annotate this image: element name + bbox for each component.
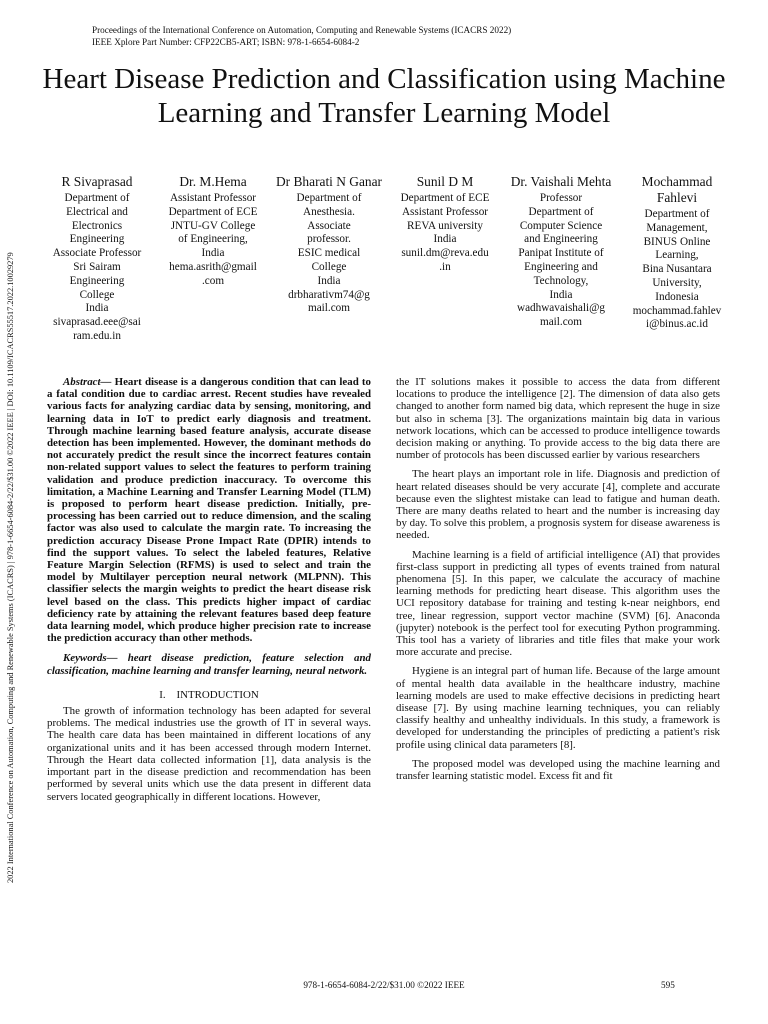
author-name: Dr. Vaishali Mehta bbox=[510, 174, 612, 189]
author-affil: ESIC medical bbox=[297, 247, 361, 260]
author-affil: Department of bbox=[644, 208, 710, 220]
author-affil: Technology, bbox=[533, 274, 589, 287]
author-affil: Associate bbox=[307, 219, 351, 232]
author-6 bbox=[622, 174, 732, 344]
paper-title: Heart Disease Prediction and Classification using Machine Learning and Transfer Learning Model bbox=[42, 63, 726, 129]
author-affil: Professor bbox=[539, 192, 583, 204]
author-email: i@binus.ac.id bbox=[646, 318, 708, 331]
right-column bbox=[396, 376, 720, 789]
author-2 bbox=[158, 174, 268, 344]
author-email: ram.edu.in bbox=[73, 329, 121, 342]
author-affil: Management, bbox=[646, 221, 708, 234]
author-affil: India bbox=[433, 233, 457, 246]
body-paragraph: The growth of information technology has been adapted for several problems. The medical industries use the growth of IT in several ways. The health care data has been maintained in different locations of any organizational units and it has been accessed through modern Internet. Through the Heart data collected information [1], data analysis is the important part in the disease prediction and recommendation has been performed by several units which use the data present in different data servers located geographically in different locations. However, bbox=[47, 705, 371, 803]
keywords-text: heart disease prediction, feature selection and classification, machine learning and transfer learning, neural network. bbox=[47, 652, 371, 677]
footer-copyright: 978-1-6654-6084-2/22/$31.00 ©2022 IEEE bbox=[303, 980, 465, 990]
section-number: I. bbox=[159, 688, 166, 701]
author-affil: Panipat Institute of bbox=[518, 247, 604, 260]
author-1 bbox=[42, 174, 152, 344]
author-affil: Learning, bbox=[655, 249, 699, 262]
author-affil: India bbox=[549, 288, 573, 301]
author-name: Dr Bharati N Ganar bbox=[276, 174, 382, 189]
author-affil: Assistant Professor bbox=[401, 205, 489, 218]
author-affil: India bbox=[201, 247, 225, 260]
author-affil: Engineering bbox=[69, 274, 125, 287]
author-email: drbharativm74@g bbox=[288, 288, 370, 301]
author-email: .com bbox=[201, 274, 225, 287]
author-email: hema.asrith@gmail bbox=[169, 260, 257, 273]
author-affil: Department of ECE bbox=[400, 192, 490, 204]
section-title-rest: NTRODUCTION bbox=[180, 688, 259, 701]
author-affil: Engineering and bbox=[524, 260, 598, 273]
author-affil: Computer Science bbox=[519, 219, 603, 232]
author-affil: and Engineering bbox=[524, 233, 598, 246]
author-affil: Department of bbox=[296, 192, 362, 204]
author-affil: University, bbox=[652, 276, 702, 289]
author-affil: Bina Nusantara bbox=[642, 263, 712, 276]
author-affil: Indonesia bbox=[655, 290, 699, 303]
author-email: sivaprasad.eee@sai bbox=[53, 316, 141, 329]
author-affil: Associate Professor bbox=[52, 247, 142, 260]
author-4 bbox=[390, 174, 500, 344]
author-email: .in bbox=[439, 260, 451, 273]
author-affil: Electrical and bbox=[66, 205, 128, 218]
author-email: sunil.dm@reva.edu bbox=[401, 247, 489, 260]
author-email: mochammad.fahlev bbox=[632, 304, 722, 317]
author-affil: College bbox=[311, 260, 347, 273]
body-paragraph: The proposed model was developed using the machine learning and transfer learning statistic model. Excess fit and fit bbox=[396, 757, 720, 783]
body-paragraph: Hygiene is an integral part of human life. Because of the large amount of mental health data available in the healthcare industry, machine learning models are used to make effective decisions in predicting heart disease [7]. By using machine learning techniques, you can reliably classify healthy and unhealthy individuals. In this study, a framework is developed for understanding the principles of predicting a patient's risk profile using clinical data parameters [8]. bbox=[396, 665, 720, 751]
abstract-label: Abstract— bbox=[63, 376, 112, 388]
author-affil: Assistant Professor bbox=[169, 192, 257, 204]
author-affil: JNTU-GV College bbox=[170, 219, 256, 232]
author-email: wadhwavaishali@g bbox=[517, 302, 605, 315]
author-name: Dr. M.Hema bbox=[179, 174, 247, 189]
section-heading-introduction bbox=[47, 689, 371, 701]
abstract bbox=[47, 376, 371, 644]
side-doi-strip: 2022 International Conference on Automation, Computing and Renewable Systems (ICACRS) | 978-1-6654-6084-2/22/$31.00 ©2022 IEEE | DOI: 10.1109/ICACRS55517.2022.10029279 bbox=[6, 252, 15, 883]
body-paragraph: Machine learning is a field of artificial intelligence (AI) that provides first-class support in predicting all types of events trained from natural phenomena [5]. In this paper, we calculate the accuracy of machine learning methods for predicting heart disease. This algorithm uses the UCI repository database for training and testing k-near neighbors, end tree, linear regression, support vector machine (SVM) [6]. Anaconda (jupyter) notebook is the perfect tool for executing Python programming. This tool has a variety of libraries and title files that make your work more accurate and precise. bbox=[396, 548, 720, 659]
author-3 bbox=[274, 174, 384, 344]
body-paragraph: The heart plays an important role in life. Diagnosis and prediction of heart related diseases should be very accurate [4], complete and accurate because even the slightest mistake can lead to fatigue and human death. There are many deaths related to heart and the number is increasing day by day. To solve this problem, a prognosis system for disease awareness is needed. bbox=[396, 468, 720, 542]
author-affil: College bbox=[79, 288, 115, 301]
header-line-2: IEEE Xplore Part Number: CFP22CB5-ART; ISBN: 978-1-6654-6084-2 bbox=[92, 37, 360, 47]
body-paragraph: the IT solutions makes it possible to access the data from different locations to produce the intelligence [2]. The dimension of data also gets changed to another form named big data, which represent the huge in size but also in schema [3]. The organizations maintain big data in various network locations, which can be accessed to produce intelligence towards decision making or anything. To provide access to the big data there are number of protocols has been discussed earlier by various researchers bbox=[396, 376, 720, 462]
author-affil: Electronics bbox=[71, 219, 123, 232]
proceedings-header bbox=[92, 24, 511, 48]
author-affil: Engineering bbox=[69, 233, 125, 246]
author-name: Mochammad Fahlevi bbox=[641, 174, 713, 205]
author-affil: Anesthesia. bbox=[303, 205, 355, 218]
author-affil: of Engineering, bbox=[178, 233, 248, 246]
author-name: Sunil D M bbox=[416, 174, 474, 189]
author-5 bbox=[506, 174, 616, 344]
author-block bbox=[42, 174, 732, 344]
author-affil: India bbox=[85, 302, 109, 315]
author-affil: Department of bbox=[528, 205, 594, 218]
author-name: R Sivaprasad bbox=[61, 174, 133, 189]
author-affil: Sri Sairam bbox=[73, 260, 121, 273]
author-affil: India bbox=[317, 274, 341, 287]
author-email: mail.com bbox=[308, 302, 350, 315]
section-title-initial: I bbox=[176, 688, 181, 701]
page-number: 595 bbox=[661, 980, 675, 990]
left-column bbox=[47, 376, 371, 810]
keywords-label: Keywords— bbox=[63, 652, 118, 665]
author-affil: professor. bbox=[307, 233, 351, 246]
author-affil: BINUS Online bbox=[643, 235, 711, 248]
abstract-text: Heart disease is a dangerous condition that can lead to a fatal condition due to cardiac arrest. Recent studies have revealed various facts for analyzing cardiac data by sensing, monitoring, and learning data in IoT to predict early diagnosis and treatment. Through machine learning based feature analysis, accurate disease detection has been implemented. However, the dominant methods do not accurately predict the result since the incorrect features contain non-related support values to select the features to perform training validation and produce prediction inaccuracy. To overcome this limitation, a Machine Learning and Transfer Learning Model (TLM) is proposed to perform heart disease prediction. Initially, pre-processing has been carried out to reduce dimension, and the scaling factor was also used to calculate the margin rate. To increasing the prediction accuracy Disease Prone Impact Rate (DPIR) intends to find the support values. To select the labeled features, Relative Feature Margin Selection (RFMS) is used to select and train the model by Multilayer perception neural network (MLPNN). This classifier selects the margin weights to predict the heart disease risk level based on the class. This predicts higher impact of cardiac deficiency rate by attaining the relevant features based deep feature data learning model, which produce higher precision rate to increase the prediction accuracy than other methods. bbox=[47, 376, 371, 645]
author-affil: REVA university bbox=[407, 219, 483, 232]
author-email: mail.com bbox=[540, 316, 582, 329]
author-affil: Department of ECE bbox=[168, 205, 258, 218]
author-affil: Department of bbox=[64, 192, 130, 204]
header-line-1: Proceedings of the International Conference on Automation, Computing and Renewable Systems (ICACRS 2022) bbox=[92, 25, 512, 35]
keywords bbox=[47, 652, 371, 676]
